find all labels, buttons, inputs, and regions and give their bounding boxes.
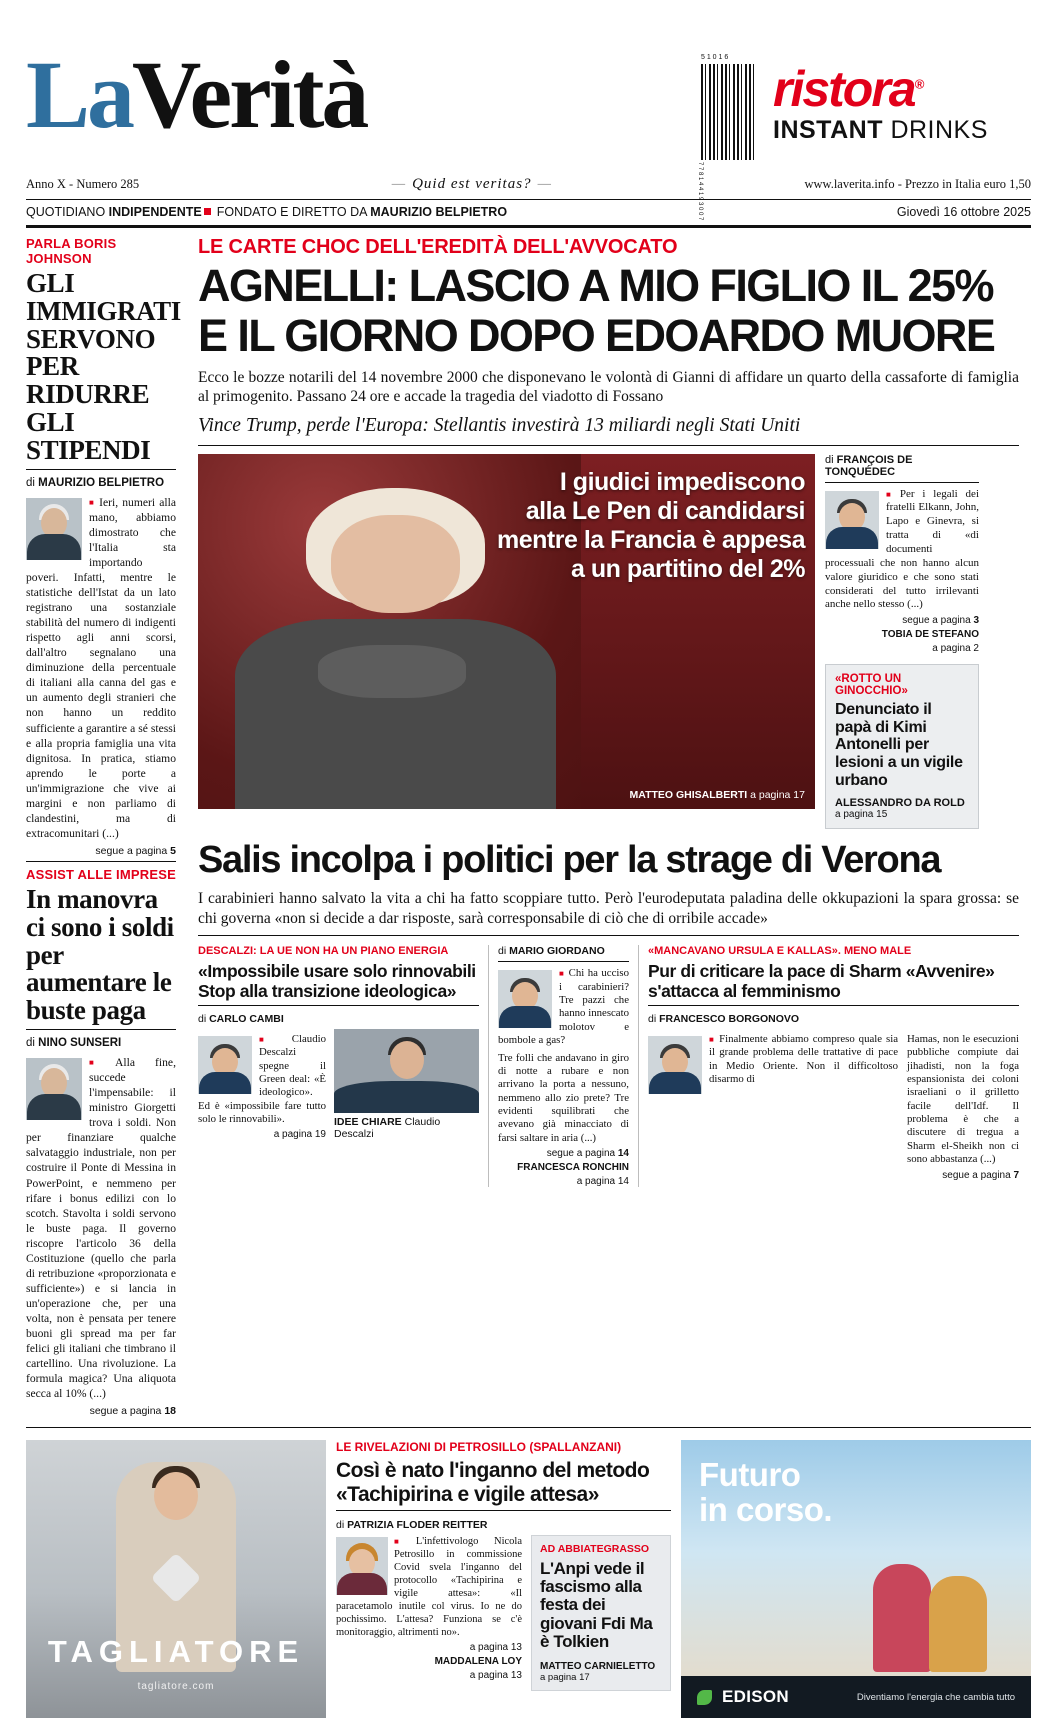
divider — [26, 1427, 1031, 1428]
author-portrait-reitter — [336, 1537, 388, 1595]
box-kicker: «ROTTO UN GINOCCHIO» — [835, 673, 908, 698]
photo-caption-descalzi: IDEE CHIARE Claudio Descalzi — [334, 1115, 441, 1140]
site-and-price: www.laverita.info - Prezzo in Italia euro 1,50 — [804, 177, 1031, 191]
left-kicker-1: PARLA BORIS JOHNSON — [26, 236, 117, 266]
story-text: ■ Claudio Descalzi spegne il Green deal: «È ideologico». Ed è «impossibile fare tutto solo le rinnovabili». — [198, 1033, 326, 1127]
story-title[interactable]: Pur di criticare la pace di Sharm «Avvenire» s'attacca al femminismo — [648, 961, 995, 1001]
barcode — [697, 54, 757, 221]
caption-line-2: alla Le Pen di candidarsi — [525, 496, 805, 525]
logo-la: La — [26, 41, 133, 148]
story-giordano — [488, 945, 638, 1187]
edition-date: Giovedì 16 ottobre 2025 — [896, 205, 1031, 219]
logo-verita: Verità — [132, 41, 367, 148]
lead-photo-row — [198, 454, 1019, 830]
box-title: Denunciato il papà di Kimi Antonelli per lesioni a un vigile urbano — [835, 701, 963, 789]
edison-tagline: Diventiamo l'energia che cambia tutto — [856, 1691, 1015, 1703]
left-headline-2[interactable]: In manovra ci sono i soldi per aumentare le buste paga — [26, 884, 174, 1026]
author-portrait-giordano — [498, 970, 552, 1028]
story-text-lead: ■ Chi ha ucciso i carabinieri? Tre pazzi che hanno innescato molotov e bombole a gas? — [498, 967, 629, 1047]
publication-info: QUOTIDIANO INDIPENDENTE FONDATO E DIRETTO DA MAURIZIO BELPIETRO — [26, 205, 508, 219]
masthead-meta — [26, 176, 1031, 193]
leaf-icon — [697, 1690, 712, 1705]
story-byline: di CARLO CAMBI — [198, 1012, 284, 1025]
side-continue: segue a pagina 3 — [902, 615, 979, 627]
advert-tagliatore[interactable] — [26, 1440, 326, 1718]
divider — [198, 445, 1019, 446]
issue-number: Anno X - Numero 285 — [26, 177, 140, 191]
barcode-top-code: 5 1 0 1 6 — [701, 54, 729, 61]
divider — [198, 935, 1019, 936]
author-portrait-sunseri — [26, 1058, 82, 1120]
bottom-article-text: ■ L'infettivologo Nicola Petrosillo in commissione Covid svela l'inganno del protocollo «Tachipirina e vigile attesa»: «Il paracetamolo inutile col virus. Io ne do pochissimo. L'attesa? Funziona se c'è monitoraggio, altrimenti no». — [336, 1535, 522, 1639]
caption-line-4: a un partitino del 2% — [571, 554, 805, 583]
bottom-title[interactable]: Così è nato l'inganno del metodo «Tachipirina e vigile attesa» — [336, 1459, 650, 1506]
bottom-second-author: MADDALENA LOY — [434, 1655, 522, 1667]
left-kicker-2: ASSIST ALLE IMPRESE — [26, 867, 176, 883]
side-article-text: ■ Per i legali dei fratelli Elkann, John, Lapo e Ginevra, si tratta di «di documenti processuali che non hanno alcun valore giuridico e che sono stati considerati del tutto irrilevanti anche nello stesso (...) — [825, 488, 979, 613]
author-portrait-borgonovo — [648, 1036, 702, 1094]
lead-photo-credit: MATTEO GHISALBERTI a pagina 17 — [629, 788, 805, 801]
registered-icon: ® — [914, 76, 923, 92]
divider — [26, 1029, 176, 1030]
story-continue: segue a pagina 14 — [546, 1148, 629, 1160]
edison-headline — [699, 1458, 832, 1527]
ristora-brand: ristora® — [773, 61, 923, 117]
barcode-side-code: 7 7 8 1 4 4 1 9 3 0 0 7 — [697, 162, 703, 221]
story-text: ■ Finalmente abbiamo compreso quale sia il grande problema delle trattative di pace in Medio Oriente. Non il difficoltoso disarmo di — [648, 1033, 898, 1087]
author-portrait-cambi — [198, 1036, 252, 1094]
edison-line-1: Futuro — [699, 1456, 801, 1494]
center-column — [186, 236, 1031, 1417]
story-text-body: Tre folli che andavano in giro di notte a rubare e non arrivano la porta a nessuno, nemmeno allo zio prete? Tre evidenti squilibrati che avevano già minacciato di farsi saltare in aria (...) — [498, 1051, 629, 1144]
divider — [198, 1005, 479, 1006]
left-byline-1: di MAURIZIO BELPIETRO — [26, 476, 165, 489]
lead-headline-line1[interactable]: AGNELLI: LASCIO A MIO FIGLIO IL 25% — [198, 260, 993, 311]
divider — [648, 1005, 1019, 1006]
lead-headline-line2[interactable]: E IL GIORNO DOPO EDOARDO MUORE — [198, 309, 995, 361]
story-second-author: FRANCESCA RONCHIN — [517, 1162, 629, 1174]
main-columns — [26, 236, 1031, 1417]
left-continue-2: segue a pagina 18 — [89, 1405, 176, 1418]
bottom-box-page: a pagina 17 — [540, 1672, 590, 1684]
story-borgonovo — [638, 945, 1019, 1187]
lead-standfirst: Ecco le bozze notarili del 14 novembre 2000 che disponevano le volontà di Gianni di affidare un quarto della cassaforte di famiglia al primogenito. Passano 24 ore e accade la tragedia del viadotto di Fossano — [198, 368, 1019, 406]
bottom-kicker: LE RIVELAZIONI DI PETROSILLO (SPALLANZANI) — [336, 1440, 622, 1455]
story-descalzi — [198, 945, 488, 1187]
divider — [26, 469, 176, 470]
newspaper-logo — [26, 41, 367, 148]
left-article-text-2: ■ Alla fine, succede l'impensabile: il ministro Giorgetti trova i soldi. Non per finanziare qualche salvataggio industriale, non per costruire il Ponte di Messina in PowerPoint, e nemmeno per rifare i bonus edilizi con lo scotch. Stavolta i soldi servono le buste paga. Il governo riscopre l'articolo 36 della Costituzione (quello che parla di retribuzione «proporzionata e sufficiente») e si lancia in un'operazione che, per una volta, non è pensata per tenere buoni gli spread ma per far felici gli italiani che timbrano il cartellino. Una rivoluzione. La formula magica? Una aliquota secca al 10% (...) — [26, 1055, 176, 1401]
lead-side-column — [825, 454, 979, 830]
story-text-continued: Hamas, non le esecuzioni pubbliche compiute dai jihadisti, non la foga espansionista dei coloni israeliani o il grilletto facile dell'Idf. Il problema è che a discutere di tregua a Sharm el-Sheikh non ci sono abbastanza (...) — [907, 1032, 1019, 1166]
side-second-page: a pagina 2 — [932, 643, 979, 655]
ristora-subtitle: INSTANT DRINKS — [773, 116, 988, 144]
edison-line-2: in corso. — [699, 1491, 833, 1529]
bottom-second-page: a pagina 13 — [469, 1669, 522, 1681]
photo-descalzi — [334, 1029, 479, 1113]
divider — [26, 861, 176, 862]
lead-photo-le-pen — [198, 454, 815, 809]
edison-footer-bar — [681, 1676, 1031, 1718]
story-byline: di FRANCESCO BORGONOVO — [648, 1012, 800, 1025]
divider — [498, 961, 629, 962]
left-column — [26, 236, 186, 1417]
tagliatore-url: tagliatore.com — [137, 1681, 215, 1693]
bottom-page: a pagina 13 — [469, 1641, 522, 1653]
left-byline-2: di NINO SUNSERI — [26, 1037, 122, 1049]
masthead-advert-ristora[interactable] — [773, 61, 1031, 145]
bottom-center-story — [336, 1440, 671, 1718]
story-kicker: DESCALZI: LA UE NON HA UN PIANO ENERGIA — [198, 945, 449, 958]
story-kicker: «MANCAVANO URSULA E KALLAS». MENO MALE — [648, 945, 912, 958]
story-second-page: a pagina 14 — [576, 1176, 629, 1188]
left-continue-1: segue a pagina 5 — [95, 845, 176, 858]
masthead-subbar — [26, 200, 1031, 228]
caption-line-1: I giudici impediscono — [559, 467, 805, 496]
left-headline-1[interactable]: GLI IMMIGRATI SERVONO PER RIDURRE GLI STIPENDI — [26, 268, 181, 465]
advert-edison[interactable] — [681, 1440, 1031, 1718]
second-standfirst: I carabinieri hanno salvato la vita a chi ha fatto scoppiare tutto. Però l'eurodeputata paladina delle okkupazioni la spara grossa: se chi governa «non si decide a dar risposte, sarà corresponsabile di ciò che di orribile accade» — [198, 890, 1019, 927]
three-story-row — [198, 945, 1019, 1187]
story-title[interactable]: «Impossibile usare solo rinnovabili Stop alla transizione ideologica» — [198, 961, 476, 1001]
lead-kicker: LE CARTE CHOC DELL'EREDITÀ DELL'AVVOCATO — [198, 236, 678, 258]
divider — [336, 1510, 671, 1511]
story-page: a pagina 19 — [273, 1129, 326, 1141]
bottom-byline: di PATRIZIA FLODER REITTER — [336, 1518, 488, 1531]
edison-brand: EDISON — [722, 1687, 789, 1707]
bottom-box-author: MATTEO CARNIELETTO — [540, 1661, 656, 1673]
bottom-box-title: L'Anpi vede il fascismo alla festa dei giovani Fdi Ma è Tolkien — [540, 1558, 653, 1652]
motto: — Quid est veritas? — — [386, 176, 558, 193]
bottom-box-anpi[interactable] — [531, 1535, 671, 1692]
tagliatore-brand: TAGLIATORE — [47, 1634, 305, 1670]
lead-secondary-line[interactable]: Vince Trump, perde l'Europa: Stellantis investirà 13 miliardi negli Stati Uniti — [198, 415, 801, 437]
caption-line-3: mentre la Francia è appesa — [497, 525, 805, 554]
red-square-icon — [204, 208, 211, 215]
side-second-author: TOBIA DE STEFANO — [881, 629, 979, 641]
author-portrait-belpietro — [26, 498, 82, 560]
story-byline: di MARIO GIORDANO — [498, 945, 605, 958]
side-box-antonelli[interactable] — [825, 664, 979, 829]
left-article-text-1: ■ Ieri, numeri alla mano, abbiamo dimostrato che l'Italia sta importando poveri. Infatti, mentre le statistiche dell'Istat da un lato registrano una sostanziale stabilità del numero di indigenti rispetto agli anni scorsi, dall'altro segnalano una diminuzione della percentuale di italiani alla canna del gas e un aumento degli stranieri che non hanno un reddito sufficiente a garantire a sé stessi e alla propria famiglia una vita dignitosa. In pratica, stiamo aprendo le porte a un'immigrazione che vive ai margini e non parliamo di clandestini, ma di extracomunitari (...) — [26, 495, 176, 841]
box-page: a pagina 15 — [835, 809, 888, 821]
second-headline[interactable]: Salis incolpa i politici per la strage di Verona — [198, 839, 941, 882]
bottom-row — [26, 1440, 1031, 1718]
side-byline: di FRANÇOIS DE TONQUÉDEC — [825, 453, 913, 478]
story-continue: segue a pagina 7 — [942, 1169, 1019, 1181]
lead-photo-caption — [475, 468, 805, 584]
divider — [825, 482, 979, 483]
author-portrait-tonquedec — [825, 491, 879, 549]
box-author: ALESSANDRO DA ROLD — [835, 797, 965, 810]
bottom-box-kicker: AD ABBIATEGRASSO — [540, 1542, 650, 1555]
